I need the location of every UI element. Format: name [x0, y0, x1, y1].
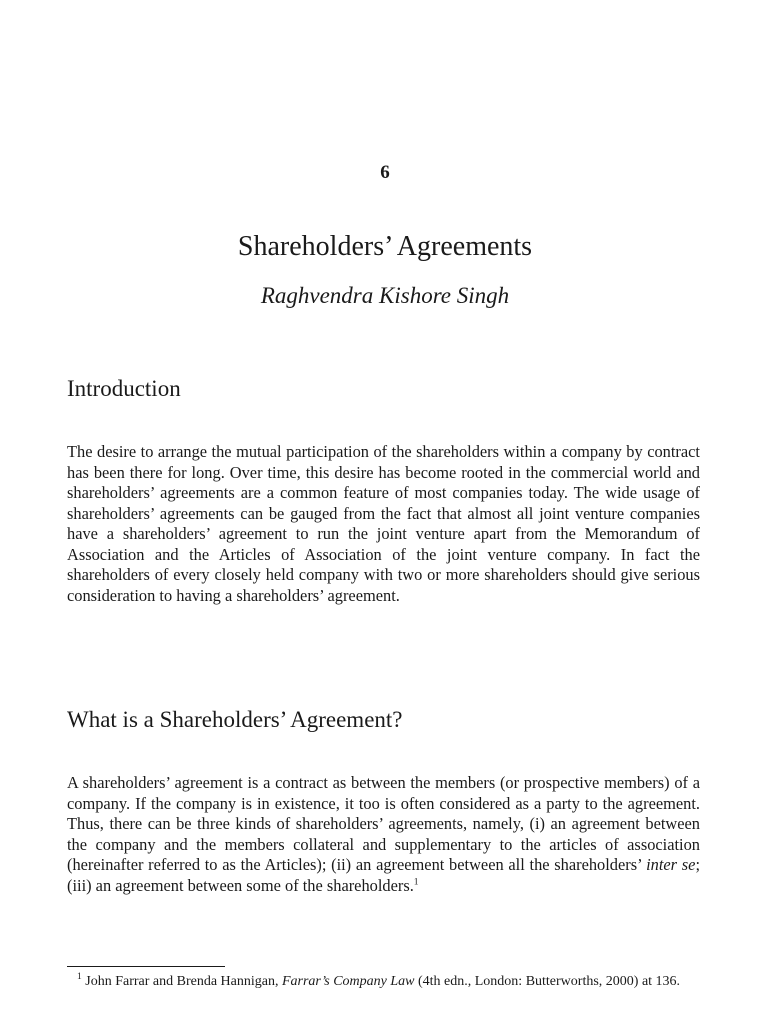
chapter-title: Shareholders’ Agreements [237, 231, 533, 262]
definition-paragraph [67, 773, 700, 896]
italic-term: inter se [646, 855, 696, 874]
section-heading-introduction: Introduction [67, 376, 181, 401]
paragraph-text-part-2: ; (iii) an agreement between some of the shareholders. [67, 855, 700, 895]
footnote [67, 972, 700, 992]
footnote-reference[interactable]: 1 [413, 877, 419, 888]
chapter-number: 6 [380, 162, 390, 183]
footnote-text-part-2: (4th edn., London: Butterworths, 2000) at 136. [414, 974, 681, 989]
footnote-book-title: Farrar’s Company Law [281, 974, 415, 989]
introduction-paragraph: The desire to arrange the mutual participation of the shareholders within a company by contract has been there for long. Over time, this desire has become rooted in the commercial world and shareholders’ agreements are a common feature of most companies today. The wide usage of shareholders’ agreements can be gauged from the fact that almost all joint venture companies have a shareholders’ agreement to run the joint venture apart from the Memorandum of Association and the Articles of Association of the joint venture company. In fact the shareholders of every closely held company with two or more shareholders should give serious consideration to having a shareholders’ agreement. [67, 442, 700, 605]
section-heading-what-is: What is a Shareholders’ Agreement? [67, 707, 403, 732]
footnote-mark: 1 [77, 972, 82, 983]
paragraph-text-part-1: A shareholders’ agreement is a contract as between the members (or prospective members) of a company. If the company is in existence, it too is often considered as a party to the agreement. Thus, there can be three kinds of shareholders’ agreements, namely, (i) an agreement between the company and the members collateral and supplementary to the articles of association (hereinafter referred to as the Articles); (ii) an agreement between all the shareholders’ [67, 773, 700, 874]
footnote-divider [67, 966, 225, 967]
footnote-text-part-1: John Farrar and Brenda Hannigan, [81, 974, 282, 989]
chapter-author: Raghvendra Kishore Singh [260, 283, 510, 308]
